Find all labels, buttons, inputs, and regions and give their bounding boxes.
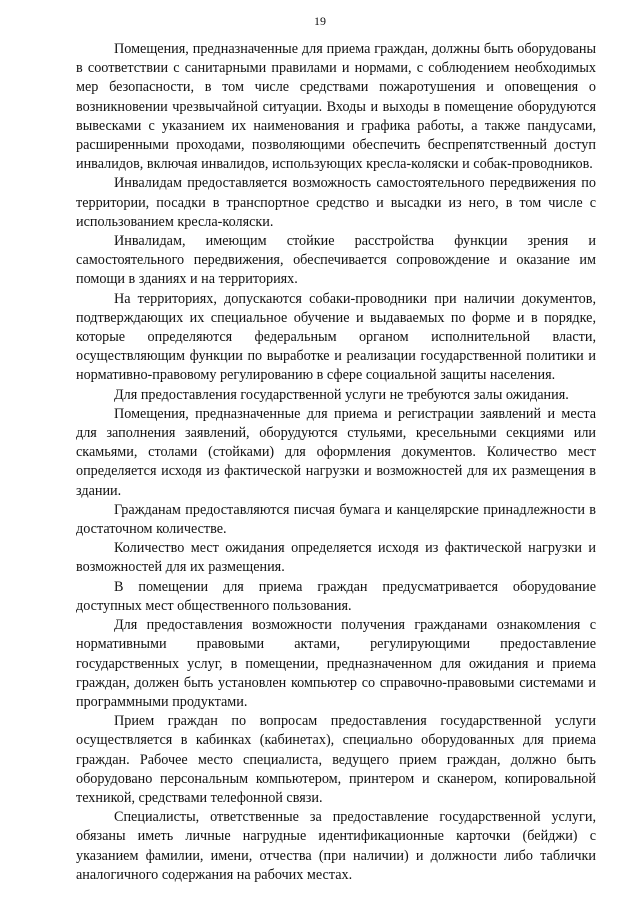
paragraph: Количество мест ожидания определяется исходя из фактической нагрузки и возможностей для их размещения. [76, 540, 596, 576]
paragraph: Для предоставления государственной услуги не требуются залы ожидания. [114, 386, 569, 403]
paragraph: Инвалидам, имеющим стойкие расстройства функции зрения и самостоятельного передвижения, обеспечивается сопровождение и оказание им помощи в зданиях и на территориях. [76, 233, 596, 288]
paragraph: Гражданам предоставляются писчая бумага и канцелярские принадлежности в достаточном количестве. [76, 501, 596, 538]
paragraph: Специалисты, ответственные за предоставление государственной услуги, обязаны иметь личные нагрудные идентификационные карточки (бейджи) с указанием фамилии, имени, отчества (при наличии) и должности либо таблички аналогичного содержания на рабочих местах. [76, 809, 596, 883]
document-body [76, 40, 596, 885]
paragraph: Помещения, предназначенные для приема и регистрации заявлений и места для заполнения заявлений, оборудуются стульями, кресельными секциями или скамьями, столами (стойками) для оформления документов. Количество мест определяется исходя из фактической нагрузки и возможностей для их размещения в здании. [76, 405, 596, 499]
paragraph: Помещения, предназначенные для приема граждан, должны быть оборудованы в соответствии с санитарными правилами и нормами, с соблюдением необходимых мер безопасности, в том числе средствами пожаротушения и оповещения о возникновении чрезвычайной ситуации. Входы и выходы в помещение оборудуются вывесками с указанием их наименования и графика работы, а также пандусами, расширенными проходами, позволяющими обеспечить беспрепятственный доступ инвалидов, включая инвалидов, использующих кресла-коляски и собак-проводников. [76, 41, 596, 173]
paragraph: Прием граждан по вопросам предоставления государственной услуги осуществляется в кабинках (кабинетах), специально оборудованных для приема граждан. Рабочее место специалиста, ведущего прием граждан, должно быть оборудовано персональным компьютером, принтером и сканером, копировальной техникой, средствами телефонной связи. [76, 713, 596, 806]
paragraph: Инвалидам предоставляется возможность самостоятельного передвижения по территории, посадки в транспортное средство и высадки из него, в том числе с использованием кресла-коляски. [76, 175, 596, 230]
paragraph: Для предоставления возможности получения гражданами ознакомления с нормативными правовыми актами, регулирующими предоставление государственных услуг, в помещении, предназначенном для ожидания и приема граждан, должен быть установлен компьютер со справочно-правовыми системами и программными продуктами. [76, 617, 596, 710]
paragraph: На территориях, допускаются собаки-проводники при наличии документов, подтверждающих их специальное обучение и выдаваемых по форме и в порядке, которые определяются федеральным органом исполнительной власти, осуществляющим функции по выработке и реализации государственной политики и нормативно-правовому регулированию в сфере социальной защиты населения. [76, 290, 596, 384]
paragraph: В помещении для приема граждан предусматривается оборудование доступных мест общественного пользования. [76, 578, 596, 614]
page-number: 19 [314, 14, 326, 28]
